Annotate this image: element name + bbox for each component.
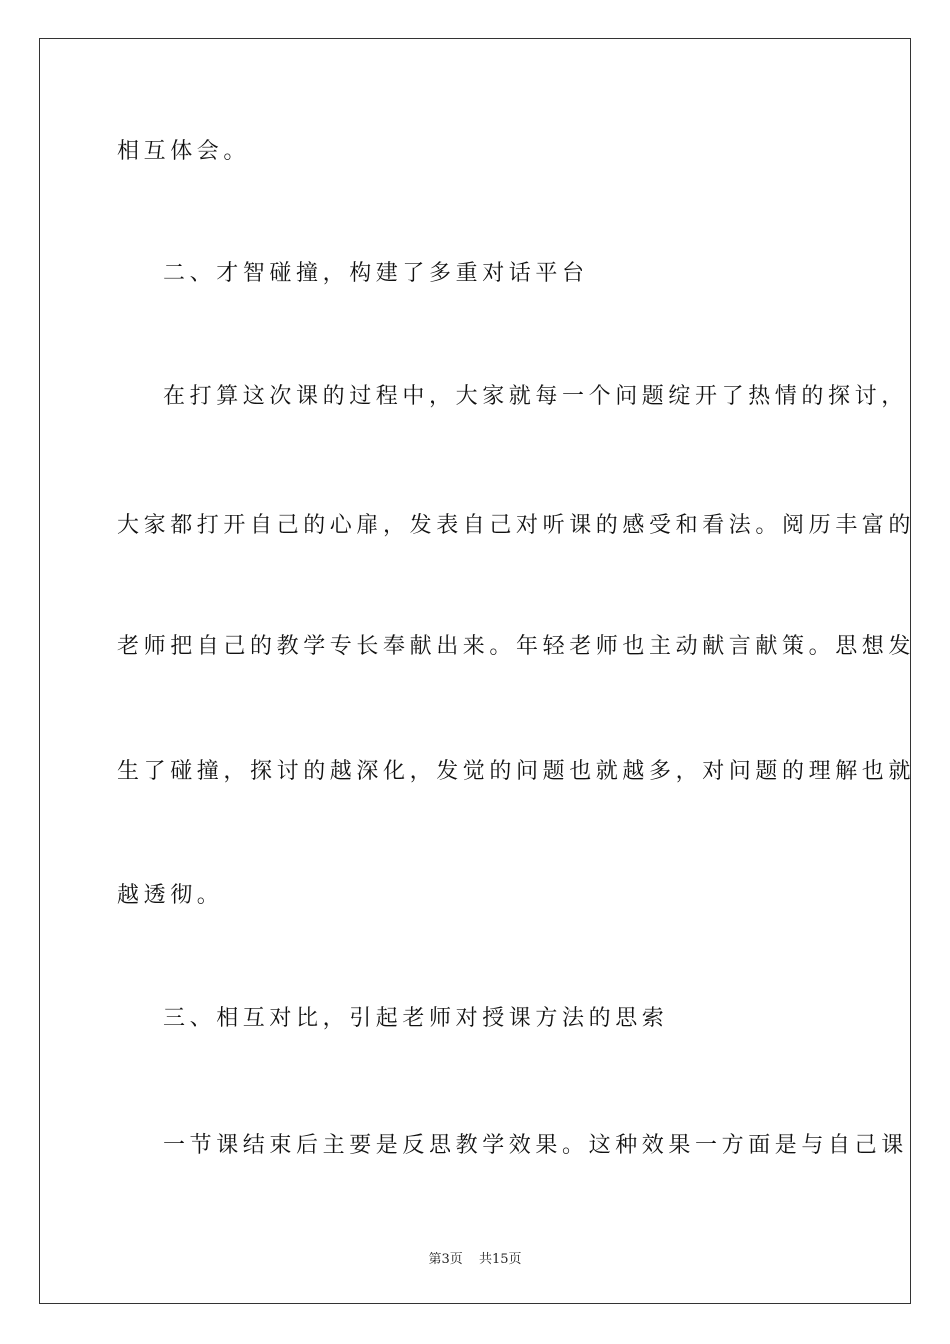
page-border (39, 38, 911, 1304)
paragraph-line: 一节课结束后主要是反思教学效果。这种效果一方面是与自己课 (163, 1133, 908, 1158)
paragraph-line: 越透彻。 (117, 883, 224, 908)
text-line: 相互体会。 (117, 139, 251, 164)
page-footer (0, 1248, 950, 1267)
paragraph-line: 在打算这次课的过程中，大家就每一个问题绽开了热情的探讨， (163, 384, 908, 409)
section-heading: 三、相互对比，引起老师对授课方法的思索 (163, 1006, 669, 1031)
paragraph-line: 老师把自己的教学专长奉献出来。年轻老师也主动献言献策。思想发 (117, 634, 916, 659)
paragraph-line: 生了碰撞，探讨的越深化，发觉的问题也就越多，对问题的理解也就 (117, 759, 916, 784)
section-heading: 二、才智碰撞，构建了多重对话平台 (163, 261, 589, 286)
page-total: 共15页 (478, 1252, 522, 1267)
paragraph-line: 大家都打开自己的心扉，发表自己对听课的感受和看法。阅历丰富的 (117, 513, 916, 538)
page-number: 第3页 (428, 1252, 463, 1267)
